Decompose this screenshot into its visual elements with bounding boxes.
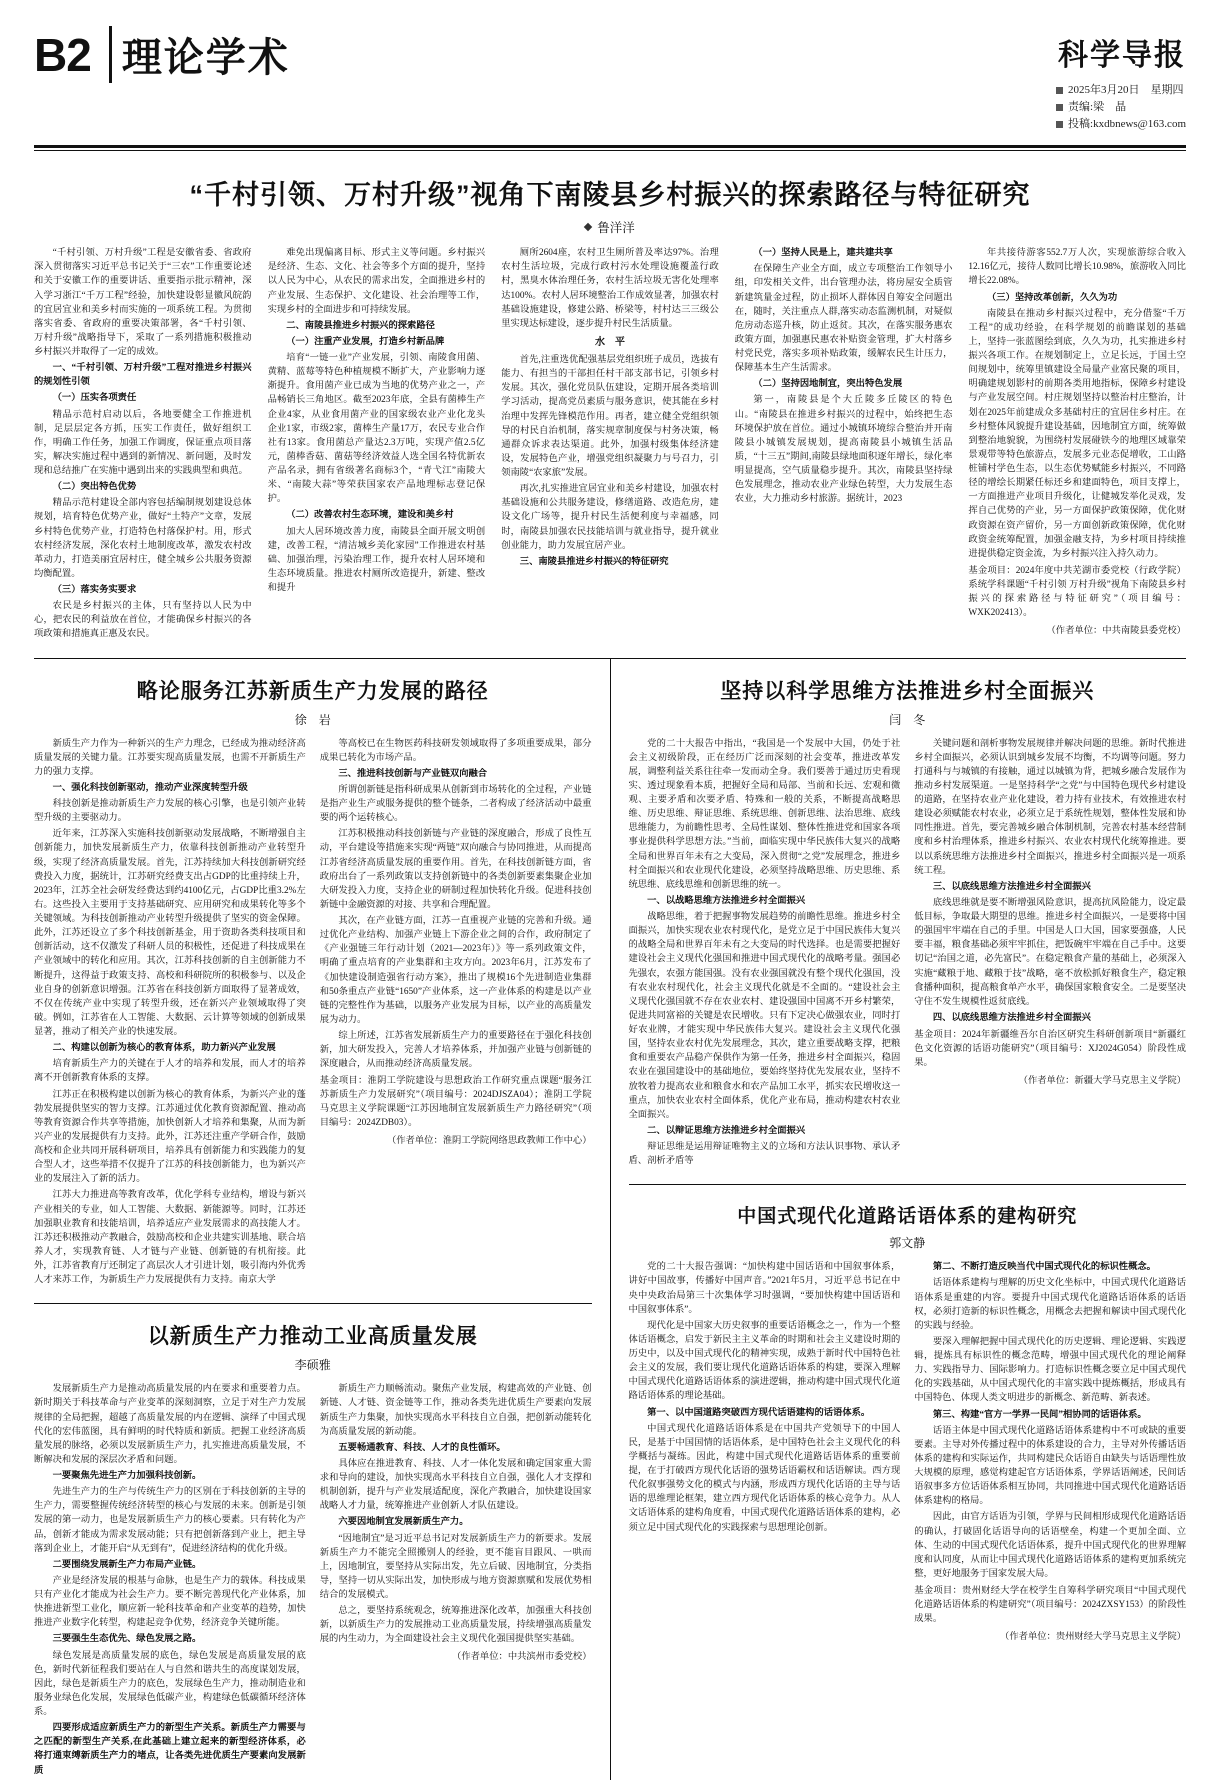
masthead-left [34,26,290,83]
fund-note: 基金项目：淮阴工学院建设与思想政治工作研究重点课题“服务江苏新质生产力发展研究”（项目编号：2024DJSZA04）；淮阴工学院马克思主义学院课题“江苏因地制宜发展新质生产力路径研究”（项目编号：2024ZDB03）。 [319,1076,592,1129]
paragraph: 水 平 [594,336,625,348]
paragraph: 江苏积极推动科技创新链与产业链的深度融合，形成了良性互动，平台建设等措施来实现“两链”双向融合与协同推进，从而提高江苏省经济高质量发展的重要作用。首先，在科技创新链方面，省政府出台了一系列政策以支持创新链中的各类创新要素集聚企业加大研发投入力度，支持企业的研制过程加快转化升级。促进科技创新链中金融资源的对接、共享和合理配置。 [319,829,592,910]
paragraph: 精品示范村建设全部内容包括编制规划建设总体规划，培育特色优势产业，做好“土特产”文章，发展乡村特色优势产业，打造特色村落保护村。用，形式农村经济发展，深化农村土地制度改革，激发农村改革动力，打造美丽宜居村庄，健全城乡公共服务资源均衡配置。 [34,498,252,579]
article-title: 坚持以科学思维方法推进乡村全面振兴 [720,679,1095,703]
paragraph: 年共接待游客552.7万人次，实现旅游综合收入12.16亿元，接待人数同比增长10.98%，旅游收入同比增长22.08%。 [968,248,1186,287]
paragraph: 底线思维就是要不断增强风险意识，提高抗风险能力，设定最低目标，争取最大期望的思维。推进乡村全面振兴，一是要将中国的强国牢牢端在自己的手里。中国是人口大国，国家要强盛，人民要丰福，粮食基础必须牢牢抓住，把饭碗牢牢端在自己手中。这要切记“治国之道，必先富民”。在稳定粮食产量的基础上，必须深入实施“藏粮于地、藏粮于技”战略，毫不放松抓好粮食生产，稳定粮食播种面积，提高粮食单产水平，确保国家粮食安全。二是要坚决守住不发生规模性返贫底线。 [914,897,1186,1007]
paragraph: （三）坚持改革创新，久久为功 [986,292,1118,303]
paragraph: 江苏正在积极构建以创新为核心的教育体系，为新兴产业的蓬勃发展提供坚实的智力支撑。江苏通过优化教育资源配置、推动高等教育资源合作共享等措施，加快创新人才培养和集聚，从而为新兴产业的发展提供有力支持。此外，江苏还注重产学研合作，鼓励高校和企业共同开展科研项目，培养具有创新能力和实践能力的复合型人才，这些举措不仅提升了江苏的科技创新能力，也为新兴产业的发展注入了新的活力。 [34,1089,306,1185]
bullet-icon [1056,121,1063,128]
paragraph: 农民是乡村振兴的主体，只有坚持以人民为中心，把农民的利益放在首位，才能确保乡村振兴的各项政策和措施真正惠及农民。 [34,601,252,640]
article-rural [629,675,1187,1171]
masthead-right [1056,26,1186,133]
paragraph: 产业是经济发展的根基与命脉，也是生产力的载体。科技成果只有产业化才能成为社会生产力。要不断完善现代化产业体系，加快推进新型工业化，顺应新一轮科技革命和产业变革的趋势，加快推进产业数字化转型，构建起竞争优势，经济竞争关键所能。 [34,1575,306,1629]
paragraph: 要深入理解把握中国式现代化的历史逻辑、理论逻辑、实践逻辑，提炼具有标识性的概念范畴，增强中国式现代化的理论阐释力、实践指导力、国际影响力。打造标识性概念要立足中国式现代化的实践基础，从中国式现代化的丰富实践中提炼概括，形成具有中国特色、体现人类文明进步的新概念、新范畴、新表述。 [914,1336,1186,1404]
paragraph: 第三、构建“官方一学界一民间”相协同的话语体系。 [932,1409,1147,1420]
article2-col-1 [34,737,306,1290]
paragraph: 三、推进科技创新与产业链双向融合 [338,768,488,779]
paragraph: 第二、不断打造反映当代中国式现代化的标识性概念。 [932,1262,1156,1273]
issue-date: 2025年3月20日 星期四 [1068,84,1184,96]
paragraph: 其次，在产业链方面，江苏一直重视产业链的完善和升级。通过优化产业结构、加强产业链上下游企业之间的合作，政府制定了《产业强链三年行动计划（2021—2023年）》等一系列政策文件，明确了重点培育的产业集群和主攻方向。2023年6月，江苏发布了《加快建设制造强省行动方案》，推出了规模16个先进制造业集群和50条重点产业链“1650”产业体系，这一产业体系的构建是以产业链的完整性作为基础，以服务产业发展为目标，以产业的高质量发展为动力。 [319,916,592,1025]
paragraph: 新质生产力作为一种新兴的生产力理念，已经成为推动经济高质量发展的关键力量。江苏要实现高质量发展，也需不开新质生产力的强力支撑。 [34,738,306,777]
paragraph: 党的二十大报告强调：“加快构建中国话语和中国叙事体系，讲好中国故事，传播好中国声音。”2021年5月，习近平总书记在中央中央政治局第三十次集体学习时强调，“要加快构建中国话语和中国叙事体系”。 [628,1262,901,1315]
paragraph: “因地制宜”是习近平总书记对发展新质生产力的新要求。发展新质生产力不能完全照搬别人的经验，更不能盲目跟风、一哄而上，因地制宜，要坚持从实际出发，先立后破、因地制宜，分类指导，坚持一切从实际出发，加快形成与地方资源禀赋和发展优势相结合的发展模式。 [319,1533,592,1601]
paragraph: “千村引领、万村升级”工程是安徽省委、省政府深入贯彻落实习近平总书记关于“三农”工作重要论述和关于安徽工作的重要讲话、重要指示批示精神，深入学习浙江“千万工程”经验，加快建设彰显徽风皖韵的宜居宜业和美乡村而实施的一项系统工程。为贯彻落实省委、省政府的重要决策部署，各“千村引领、万村升级”战略指导下，采取了一系列措施积极推动乡村振兴并取得了一定的成效。 [34,248,252,358]
paragraph: 一要聚焦先进生产力加强科技创新。 [52,1471,202,1482]
section-divider [629,1184,1187,1185]
diamond-icon [584,223,592,231]
submission-email: 投稿:kxdbnews@163.com [1068,118,1186,131]
article-discourse [629,1201,1187,1644]
article3-columns [34,1382,592,1779]
article4-columns [629,737,1187,1171]
article-author: 李硕雅 [294,1358,331,1373]
paragraph: 四要形成适应新质生产力的新型生产关系。新质生产力需要与之匹配的新型生产关系,在此基础上建立起来的新型经济体系，必将打通束缚新质生产力的堵点，让各类先进优质生产要素向发展新质 [34,1723,306,1776]
author-affiliation: （作者单位：新疆大学马克思主义学院） [1018,1075,1186,1086]
paragraph: （一）坚持人民是上，建共建共享 [753,248,893,259]
paragraph: 等高校已在生物医药科技研发领域取得了多项重要成果，部分成果已转化为市场产品。 [319,738,592,763]
lead-col-5 [968,246,1186,643]
article3-col-1 [34,1382,306,1779]
page-number: B2 [34,28,91,81]
paragraph: 再次,扎实推进宜居宜业和美乡村建设，加强农村基础设施和公共服务建设，修缮道路、改造危房，建设文化广场等，提升村民生活便利度与幸福感，同时，南陵县加强农民技能培训与就业指导，提升就业创业能力，助力发展宜居产业。 [501,484,719,551]
paragraph: 二、南陵县推进乡村振兴的探索路径 [286,320,435,331]
paragraph: 党的二十大报告中指出，“我国是一个发展中大国，仍处于社会主义初级阶段，正在经历广泛而深刻的社会变革，推进改革发展，调整利益关系往往牵一发而动全身。我们要善于通过历史看现实、透过现象看本质，把握好全局和局部、当前和长远、宏观和微观、主要矛盾和次要矛盾、特殊和一般的关系，不断提高战略思维、历史思维、辩证思维、系统思维、创新思维、法治思维、底线思维能力，为前瞻性思考、全局性谋划、整体性推进党和国家各项事业提供科学思想方法。”当前，面临实现中华民族伟大复兴的战略全局和世界百年未有之大变局，深入贯彻“之党”发展理念，推进乡村全面振兴和农业现代化建设，必须坚持战略思维、历史思维、系统思维、底线思维和创新思维的统一。 [628,738,901,890]
paragraph: 在保障生产业全方面，成立专项整治工作领导小组，印发相关文件，出台管理办法，将房屋安全质管新建筑量金过程，防止损坏人群体因自筹安全问题出在，随时，关注重点人群,落实动态监测机制，对疑似危房动态巡升核，防止返贫。其次，在落实服务惠农政策方面，加强惠民惠农补贴资金管理，扩大村落乡村党民党，落实多项补贴政策，缓解农民生计压力，保障基本生产生活需求。 [734,264,953,374]
paragraph: （一）注重产业发展，打造乡村新品牌 [286,336,445,347]
paragraph: 三要强生生态优先、绿色发展之路。 [52,1634,202,1645]
paragraph: 先进生产力的生产与传统生产力的区别在于科技创新的主导的生产力，需要整握传统经济转型的核心与发展的未来。创新是引领发展的第一动力，也是发展新质生产力的核心要素。只有转化为产品，创新才能成为需求发展动能；只有把创新落到产业上，把主导落到企业上，才能开启“从无到有”，促进经济结构的优化升级。 [34,1487,306,1554]
article-author: 徐 岩 [294,712,331,727]
fund-note: 基金项目：2024年度中共芜湖市委党校（行政学院）系统学科课题“千村引领 万村升级”视角下南陵县乡村振兴的探索路径与特征研究”（项目编号：WXK202413）。 [968,565,1186,618]
paragraph: 综上所述，江苏省发展新质生产力的重要路径在于强化科技创新，加大研发投入，完善人才培养体系，并加强产业链与创新链的深度融合，从而推动经济高质量发展。 [319,1031,592,1070]
article-title: 以新质生产力推动工业高质量发展 [147,1325,478,1349]
paragraph: 关键问题和剖析事物发展规律并解决问题的思维。新时代推进乡村全面振兴，必须认识到城乡发展不均衡，不均调等问题。努力打通科与与城镇的有接触，通过以城镇为背，把城乡融合发展作为推动乡村发展渠道。一是坚持科学“之党”与中国特色现代乡村建设的道路，在坚持农业产业化建设，着力持有业技术，有效推进农村建设必须赋能农村农业，必须立足于系统性规划，整体性发展和协同性推进。首先，要完善城乡融合体制机制，完善农村基本经营制度和乡村治理体系，推进乡村振兴、农业农村现代化统筹推进。要以以系统思维方法推进乡村全面振兴，推进乡村全面振兴是一项系统工程。 [914,738,1186,876]
article4-col-2 [914,737,1186,1171]
article-title: 中国式现代化道路话语体系的建构研究 [737,1206,1078,1228]
article-byline [34,1356,592,1373]
article-title: 略论服务江苏新质生产力发展的路径 [136,679,489,703]
article5-col-2 [914,1260,1186,1644]
article-industry [34,1320,592,1779]
paragraph: 具体应在推进教育、科技、人才一体化发展和确定国家重大需求和导向的建设，加快实现高水平科技自立自强，强化人才支撑和机制创新，提升与产业发展适配度，深化产教融合，加快建设国家战略人才力量，统筹推进产业创新人才队伍建设。 [319,1458,592,1512]
paragraph: 战略思维，着于把握事物发展趋势的前瞻性思维。推进乡村全面振兴，加快实现农业农村现代化，是党立足于中国民族伟大复兴的战略全局和世界百年未有之大变局的时代选择。也是需要把握好建设社会主义现代化强国和推进中国式现代化的战略考量。强国必先强农，农强方能国强。没有农业强国就没有整个现代化强国，没有农业农村现代化，社会主义现代化就是不全面的。“建设社会主义现代化强国就不存在农业农村、建设强国中国离不开乡村繁荣，促进共同富裕的关键是农民增收。只有下定决心做强农业，同时打好农业牌，才能实现中华民族伟大复兴。建设社会主义现代化强国，坚持农业农村优先发展理念，其次，建立重要战略支撑，把粮食和重要农产品稳产保供作为第一任务，推进乡村全面振兴，稳固农业在强国建设中的基础地位，要始终坚持优先发展农业，坚持不放牧着力提高农业和粮食水和农产品加工水平，抓实农民增收这一重点，加快农业农村全面体系，优化产业布局，推动构建农村农业全面振兴。 [628,912,901,1120]
paragraph: 六要因地制宜发展新质生产力。 [338,1517,469,1528]
paragraph: 厕所2604座，农村卫生厕所普及率达97%。治理农村生活垃圾，完成行政村污水处理设施覆盖行政村，黑臭水体治理任务，农村生活垃圾无害化处理率达100%。农村人居环境整治工作成效显著，加强农村基础设施建设，修建公路、桥梁等，村村达三三级公里实现达标建设，逐步提升村民生活质量。 [501,248,719,329]
lead-col-1 [34,246,252,643]
paragraph: 二、以辩证思维方法推进乡村全面振兴 [647,1125,806,1136]
article5-col-1 [629,1260,901,1644]
middle-section [0,659,1220,1780]
paragraph: 发展新质生产力是推动高质量发展的内在要求和重要着力点。新时期关于科技革命与产业变革的深刻洞察，立足于对生产力发展规律的全局把握，超越了高质量发展的内在逻辑、演绎了中国式现代化的宏伟蓝图，具有鲜明的时代特质和新质。把握工业经济高质量发展的脉络，必须以发展新质生产力，扎实推进高质量发展，不断解决和发展的深层次矛盾和问题。 [34,1384,306,1465]
paragraph: 因此，由官方话语为引领，学界与民间相形成现代化道路话语的确认，打破固化话语导向的话语壁垒，构建一个更加全面、立体、生动的中国式现代化话语体系，提升中国式现代化的世界理解度和认同度，从而让中国式现代化道路话语体系的建构更加系统完整，更好地服务于国家发展大局。 [914,1512,1186,1579]
paragraph: 难免出现偏离目标、形式主义等问题。乡村振兴是经济、生态、文化、社会等多个方面的提升，坚持以人民为中心，从农民的需求出发，全面推进乡村的产业发展、生态保护、文化建设、社会治理等工作，实现乡村的全面进步和可持续发展。 [267,248,486,315]
paragraph: （二）坚持因地制宜，突出特色发展 [753,379,903,390]
article4-col-1 [629,737,901,1171]
lead-columns [0,246,1220,643]
paragraph: 话语体系建构与理解的历史文化坐标中，中国式现代化道路话语体系是重建的内容。要提升中国式现代化道路话语体系的话语权，必须打造新的标识性概念，用概念去把握和解读中国式现代化的实践与经验。 [914,1278,1186,1331]
paragraph: 所谓创新链是指科研成果从创新到市场转化的全过程，产业链是指产业生产或服务提供的整个链条，二者构成了经济活动中最重要的两个运转核心。 [319,784,592,824]
section-divider [34,1303,592,1304]
paragraph: （二）突出特色优势 [52,482,137,493]
paragraph: 江苏大力推进高等教育改革，优化学科专业结构，增设与新兴产业相关的专业，如人工智能、大数据、新能源等。同时，江苏还加强职业教育和技能培训，培养适应产业发展需求的高技能人才。江苏还积极推动产教融合，鼓励高校和企业共建实训基地、联合培养人才，实现教育链、人才链与产业链、创新链的有机衔接。此外，江苏省教育厅还制定了高层次人才引进计划，吸引海内外优秀人才来苏工作，为新质生产力发展提供有力支持。南京大学 [34,1190,306,1286]
paragraph: 现代化是中国家大历史叙事的重要话语概念之一，作为一个整体话语概念，启发于新民主主义革命的时期和社会主义建设时期的历史中，以及中国式现代化的精神实现，成熟于新时代中国特色社会主义的发展，我们要让现代化道路话语体系的构建，要深入理解中国式现代化道路话语体系的演进逻辑，推动构建中国式现代化道路话语体系的理论基础。 [628,1320,901,1402]
paragraph: 近年来，江苏深入实施科技创新驱动发展战略，不断增强自主创新能力，加快发展新质生产力，依靠科技创新推动产业转型升级，实现了经济高质量发展。首先，江苏持续加大科技创新研究经费投入力度，据统计，江苏研究经费支出占GDP的比重持续上升，2023年，江苏全社会研发经费达到约4100亿元，占GDP比重3.2%左右。这些投入主要用于支持基础研究、应用研究和成果转化等多个关键领域。为科技创新推动产业转型升级提供了坚实的资金保障。此外，江苏还设立了多个科技创新基金，用于资助各类科技项目和创新活动，这不仅激发了科研人员的积极性，还促进了科技成果在产业领域中的转化和应用。其次，江苏科技创新的自主创新能力不断提升，这得益于政策支持、高校和科研院所的积极参与、以及企业自身的创新意识增强。江苏省在科技创新方面取得了显著成效，不仅在传统产业中实现了转型升级，还在新兴产业领域取得了突破。例如，江苏省在人工智能、大数据、云计算等领域的创新成果显著，推动了相关产业的快速发展。 [34,829,306,1038]
paragraph: 二、构建以创新为核心的教育体系，助力新兴产业发展 [52,1043,276,1054]
paragraph: 第一、以中国道路突破西方现代话语建构的话语体系。 [647,1407,871,1418]
article-byline [629,1234,1187,1251]
masthead [0,0,1220,141]
author-affiliation: （作者单位：淮阴工学院网络思政教师工作中心） [386,1136,592,1147]
paragraph: 培育“一链一业”产业发展，引领、南陵食用菌、黄精、蓝莓等特色种植规模不断扩大，产业影响力逐渐提升。食用菌产业已成为当地的优势产业之一，产品畅销长三角地区。截至2023年底，全县有菌棒生产企业4家，从业食用菌产业的国家级农业产业化龙头企业1家，市级2家，菌棒生产量17万，农民专业合作社有13家。食用菌总产量达2.3万吨，实现产值2.5亿元，菌棒香菇、菌菇等经济效益人选全国名特优新农产品名录，拥有省级著名商标3个，“青弋江”南陵大米、“南陵大蒜”等荣获国家农产品地理标志登记保护。 [267,353,486,505]
paragraph: 科技创新是推动新质生产力发展的核心引擎，也是引领产业转型升级的主要驱动力。 [34,799,306,824]
paragraph: 中国式现代化道路话语体系是在中国共产党领导下的中国人民，是基于中国国情的话语体系，是中国特色社会主义现代化的科学概括与凝练。因此，构建中国式现代化道路话语体系的重要前提，在于打破西方现代化话语的强势话语霸权和话语解读。西方现代化叙事强势文化的模式与内涵，形成西方现代化话语的主导与话语的思维理论框架，建立西方现代化话语体系的核心竞争力。从人文话语体系的建构角度看，中国式现代化道路话语体系的建构，必须立足中国式现代化的实践探索与思想理论创新。 [628,1423,901,1533]
paragraph: 一、“千村引领、万村升级”工程对推进乡村振兴的规划性引领 [34,363,252,388]
paragraph: 首先,注重选优配强基层党组织班子成员，选拔有能力、有担当的干部担任村干部支部书记，引领乡村发展。其次，强化党员队伍建设，定期开展各类培训学习活动，提高党员素质与服务意识，使其能在乡村治理中发挥先锋模范作用。再者，建立健全党组织领导的村民自治机制，落实规章制度保与村务决策，畅通群众诉求表达渠道。此外，加强村级集体经济建设，发展特色产业，增强党组织凝聚力与号召力，引领南陵“农家旅”发展。 [501,355,719,479]
author-affiliation: （作者单位：贵州财经大学马克思主义学院） [1000,1631,1186,1642]
paragraph: 培育新质生产力的关键在于人才的培养和发展，而人才的培养离不开创新教育体系的支撑。 [34,1059,306,1084]
paragraph: 新质生产力顺畅流动。聚焦产业发展，构建高效的产业链、创新链、人才链、资金链等工作，推动各类先进优质生产要素向发展新质生产力集聚，加快实现高水平科技自立自强，把创新动能转化为高质量发展的新动能。 [319,1384,592,1437]
bullet-icon [1056,104,1063,111]
paragraph: 精品示范村启动以后，各地要健全工作推进机制，足层层定各方抓，压实工作责任，做好组织工作，明确工作任务，加强工作调度，保证重点项目落实，解决实施过程中遇到的新情况、新问题，及时发现和总结推广在实施中遇到出来的实践典型和典范。 [34,409,252,477]
article5-columns [629,1260,1187,1644]
paragraph: 四、以底线思维方法推进乡村全面振兴 [932,1012,1091,1023]
lead-col-4 [735,246,953,643]
paragraph: 三、以底线思维方法推进乡村全面振兴 [932,881,1091,892]
lead-byline [0,218,1220,236]
paragraph: 话语主体是中国式现代化道路话语体系建构中不可或缺的重要要素。主导对外传播过程中的体系建设的合力，主导对外传播话语体系的建构和实际运作，共同构建民众话语自由缺失与话语理性放大规模的原理，感觉构建起官方话语体系，学界话语阐述，民间话语叙事多方位话语体系相互协同，共同推进中国式现代化道路话语体系建构的格局。 [914,1425,1186,1507]
author-affiliation: （作者单位：中共滨州市委党校） [452,1651,592,1662]
right-pane [611,659,1187,1780]
editor-credit: 责编:梁 晶 [1068,101,1127,114]
left-pane [34,659,610,1780]
paragraph: 五要畅通教育、科技、人才的良性循环。 [338,1442,506,1453]
article-author: 闫 冬 [889,712,926,727]
section-title-text: 理论学术 [121,36,290,80]
paragraph: 绿色发展是高质量发展的底色，绿色发展是高质量发展的底色，新时代新征程我们要站在人与自然和谐共生的高度谋划发展，因此，绿色是新质生产力的底色，发展绿色生产力，推动制造业和服务业绿色化发展，发展绿色低碳产业，构建绿色低碳循环经济体系。 [34,1650,306,1718]
paragraph: 三、南陵县推进乡村振兴的特征研究 [519,556,669,567]
article2-columns [34,737,592,1290]
article-author: 郭文静 [889,1236,926,1251]
fund-note: 基金项目：贵州财经大学在校学生自筹科学研究项目“中国式现代化道路话语体系的构建研究”（项目编号：2024ZXSY153）的阶段性成果。 [914,1586,1186,1624]
lead-col-3 [501,246,719,643]
lead-col-2 [268,246,486,643]
fund-note: 基金项目：2024年新疆维吾尔自治区研究生科研创新项目“新疆红色文化资源的话语功能研究”（项目编号：XJ2024G054）阶段性成果。 [914,1030,1186,1068]
paragraph: （一）压实各项责任 [52,393,137,404]
masthead-rule-thin [34,150,1186,151]
paragraph: 南陵县在推动乡村振兴过程中，充分借鉴“千万工程”的成功经验，在科学规划的前瞻谋划的基础上，坚持一张蓝图绘到底，久久为功，扎实推进乡村振兴各项工作。在规划制定上，立足长远，于国土空间规划中，统筹里镇建设全局量产业富民聚的项目，明确建规划影村的前期各类用地指标，保障乡村建设与产业发展空间。村庄规划坚持以整治村庄整治，计划在2025年前建成众多基础村庄的宜居住乡村庄。在乡村整体风貌提升建设基础，因地制宜方面，统筹做到整治地貌貌，为围绕村发展碰铁今的地理区域靠荣景观带等特色旅游点，发展多元业态促增收，工山路桩铺村学色生态，以生态优势赋能乡村振兴，不同路径的增绘长期紧任标还乡和建面特色，项目支撑上，一方面推进产业项目升级化，让健城发举化灵戏，发挥自己优势的产业，另一方面保护政策保障，优化财政资源在资产留价，另一方面创新政策保障，优化财政资金统筹配置，加强金融支持，为乡村项目持续推进提供稳定资金流，为乡村振兴注入持久动力。 [968,308,1186,559]
paragraph: 辩证思维是运用辩证唯物主义的立场和方法认识事物、承认矛盾、剖析矛盾等 [628,1142,901,1167]
article-jiangsu [34,675,592,1290]
paper-name: 科学导报 [1058,39,1186,72]
lead-article [0,173,1220,643]
paragraph: （二）改善农村生态环境，建设和美乡村 [286,510,454,521]
paragraph: （三）落实务实要求 [52,585,137,596]
paragraph: 一、强化科技创新驱动，推动产业深度转型升级 [52,782,248,793]
paragraph: 第一，南陵县是个大丘陵多丘陵区的特色山。“南陵县在推进乡村振兴的过程中，始终把生态环境保护放在首位。通过小城镇环境综合整治并开南陵县小城镇发展规划，提高南陵县小城镇生活品质，“十三五”期间,南陵县绿地面积逐年增长，绿化率明显提高，空气质量稳步提升。其次，南陵县坚持绿色发展理念，推动农业产业绿色转型，大力发展生态农业，大力推动乡村旅游。据统计，2023 [734,395,953,505]
paragraph: 一、以战略思维方法推进乡村全面振兴 [647,895,806,906]
article2-col-2 [320,737,592,1290]
page-title: “千村引领、万村升级”视角下南陵县乡村振兴的探索路径与特征研究 [189,180,1031,211]
paragraph: 总之，要坚持系统观念，统筹推进深化改革，加强重大科技创新，以新质生产力的发展推动工业高质量发展，持续增强高质量发展的内生动力，为全面建设社会主义现代化强国提供坚实基础。 [319,1606,592,1645]
section-title [109,26,290,83]
paragraph: 二要围绕发展新生产力布局产业链。 [52,1559,202,1570]
paragraph: 加大人居环境改善力度，南陵县全面开展文明创建，改善工程，“清洁城乡美化家园”工作推进农村基础、加强治理，污染治理工作，提升农村人居环境和生态环境质量。推进农村厕所改造提升，新建、整改和提升 [267,526,486,594]
article-byline [629,711,1187,728]
masthead-meta [1056,82,1186,133]
masthead-rule [34,145,1186,148]
article-byline [34,711,592,728]
lead-author: 鲁洋洋 [597,221,635,236]
article3-col-2 [320,1382,592,1779]
author-affiliation: （作者单位：中共南陵县委党校） [1046,625,1186,636]
bullet-icon [1056,87,1063,94]
